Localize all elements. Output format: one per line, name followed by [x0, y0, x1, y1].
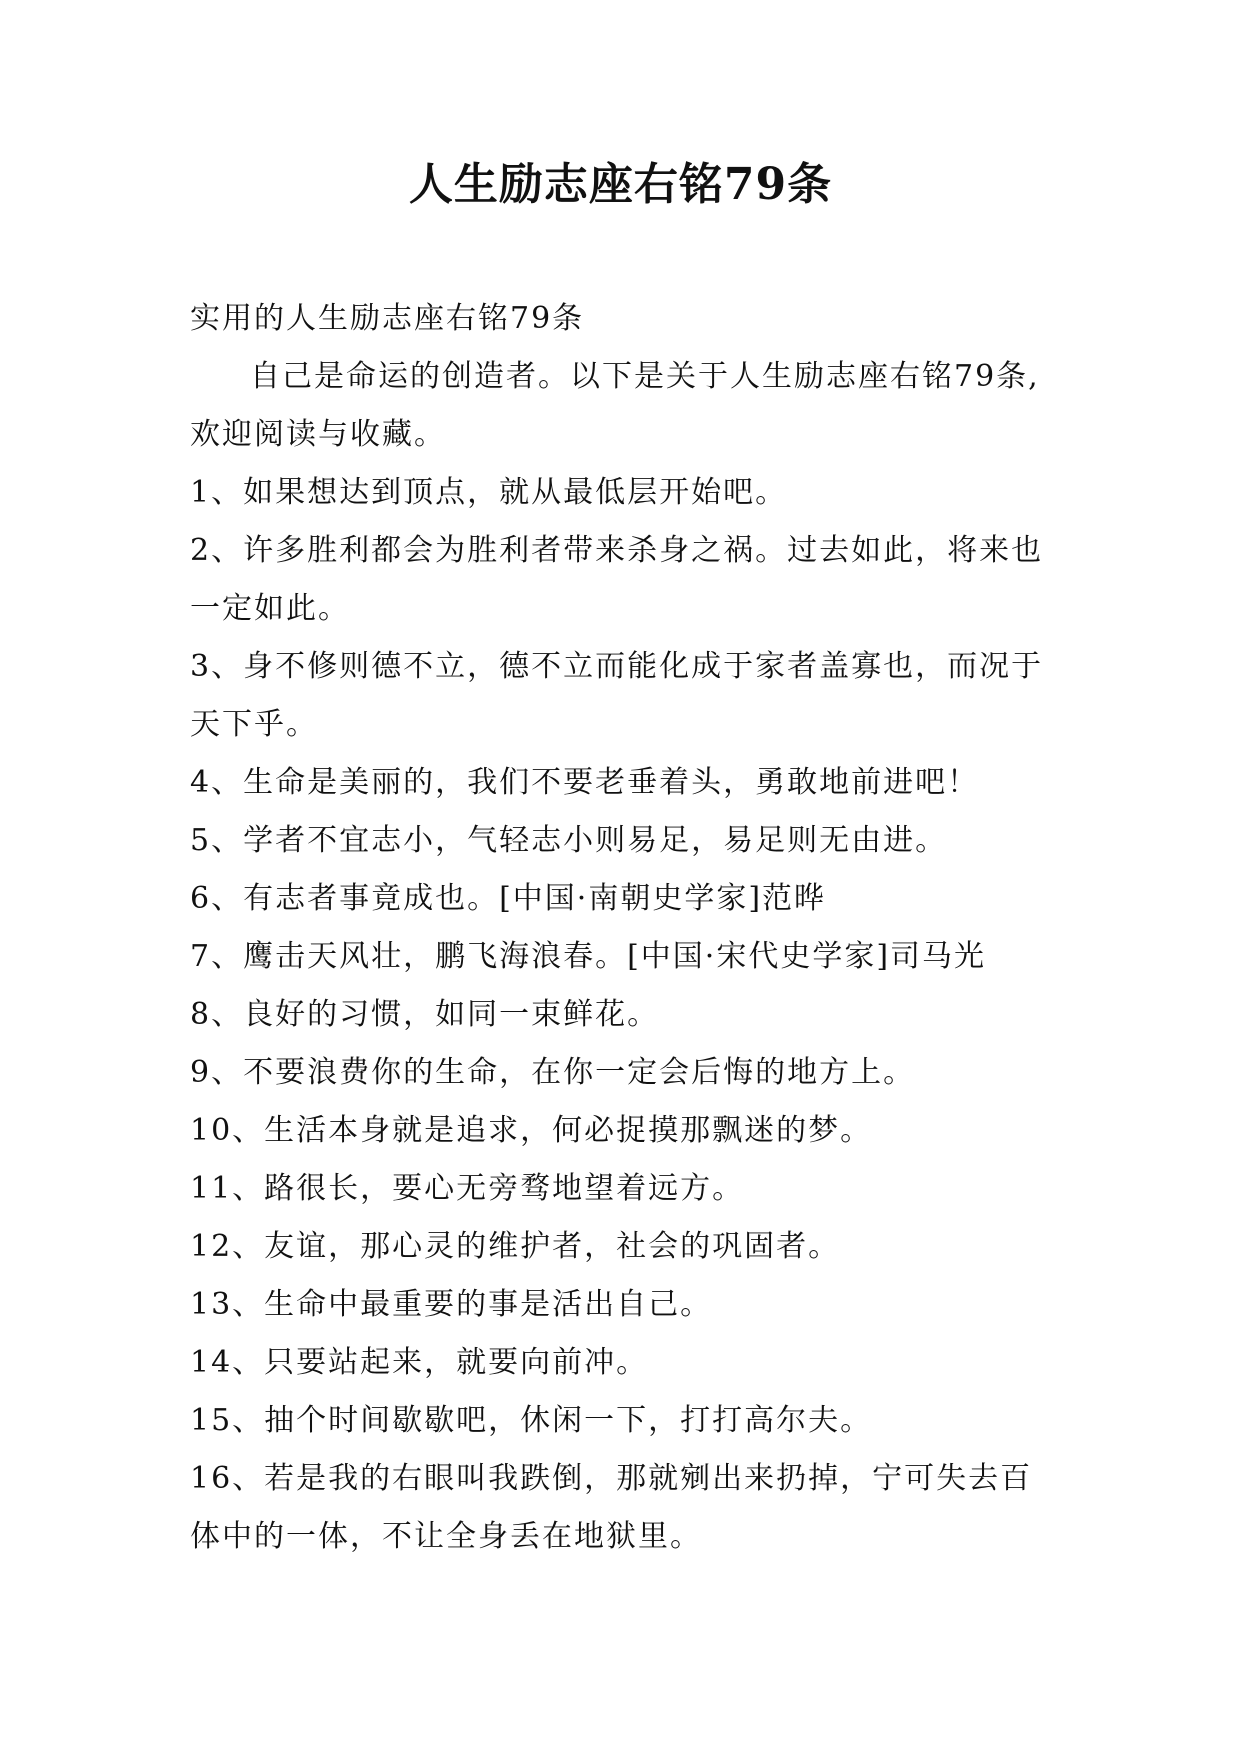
document-title: 人生励志座右铭79条: [408, 159, 833, 210]
intro-paragraph: 自己是命运的创造者。以下是关于人生励志座右铭79条,欢迎阅读与收藏。: [190, 359, 1040, 452]
list-item: 9、不要浪费你的生命，在你一定会后悔的地方上。: [190, 1055, 916, 1090]
list-item: 1、如果想达到顶点，就从最低层开始吧。: [190, 475, 788, 510]
list-item: 11、路很长，要心无旁骛地望着远方。: [190, 1171, 745, 1206]
list-item: 7、鹰击天风壮，鹏飞海浪春。[中国·宋代史学家]司马光: [190, 939, 987, 974]
list-item: 12、友谊，那心灵的维护者，社会的巩固者。: [190, 1229, 841, 1264]
list-item: 14、只要站起来，就要向前冲。: [190, 1345, 649, 1380]
list-item: 15、抽个时间歇歇吧，休闲一下，打打高尔夫。: [190, 1403, 873, 1438]
list-item: 13、生命中最重要的事是活出自己。: [190, 1287, 713, 1322]
list-item: 16、若是我的右眼叫我跌倒，那就剜出来扔掉，宁可失去百体中的一体，不让全身丢在地狱里。: [190, 1461, 1033, 1554]
list-item: 4、生命是美丽的，我们不要老垂着头，勇敢地前进吧！: [190, 765, 980, 800]
list-item: 5、学者不宜志小，气轻志小则易足，易足则无由进。: [190, 823, 948, 858]
list-item: 6、有志者事竟成也。[中国·南朝史学家]范晔: [190, 881, 827, 916]
document-body: [190, 290, 1051, 1566]
document-subtitle: 实用的人生励志座右铭79条: [190, 301, 585, 336]
list-item: 2、许多胜利都会为胜利者带来杀身之祸。过去如此，将来也一定如此。: [190, 533, 1044, 626]
list-item: 3、身不修则德不立，德不立而能化成于家者盖寡也，而况于天下乎。: [190, 649, 1044, 742]
list-item: 10、生活本身就是追求，何必捉摸那飘迷的梦。: [190, 1113, 873, 1148]
list-item: 8、良好的习惯，如同一束鲜花。: [190, 997, 660, 1032]
